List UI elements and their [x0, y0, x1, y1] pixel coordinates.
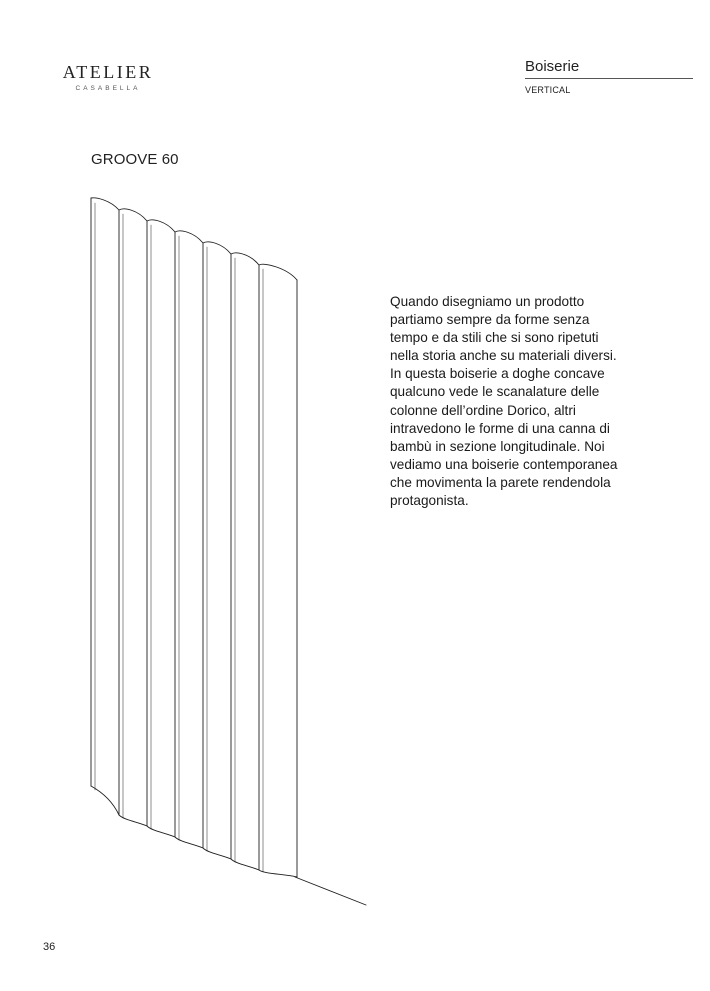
brand-subtitle: CASABELLA — [75, 85, 141, 92]
page-number: 36 — [43, 941, 56, 953]
panel-bottom-profile — [91, 786, 297, 877]
product-description: Quando disegniamo un prodotto partiamo sempre da forme senza tempo e da stili che si sono ripetuti nella storia anche su materiali diversi. In questa boiserie a doghe concave qualcuno vede le scanalature delle colonne dell’ordine Dorico, altri intravedono le forme di una canna di bambù in sezione longitudinale. Noi vediamo una boiserie contemporanea che movimenta la parete rendendola protagonista. — [390, 294, 618, 509]
section-subtitle: VERTICAL — [525, 85, 571, 95]
brand-name: ATELIER — [62, 62, 154, 82]
panel-top-profile — [91, 198, 297, 280]
product-title: GROOVE 60 — [91, 151, 179, 168]
floor-line — [295, 877, 366, 905]
section-title: Boiserie — [525, 58, 580, 75]
